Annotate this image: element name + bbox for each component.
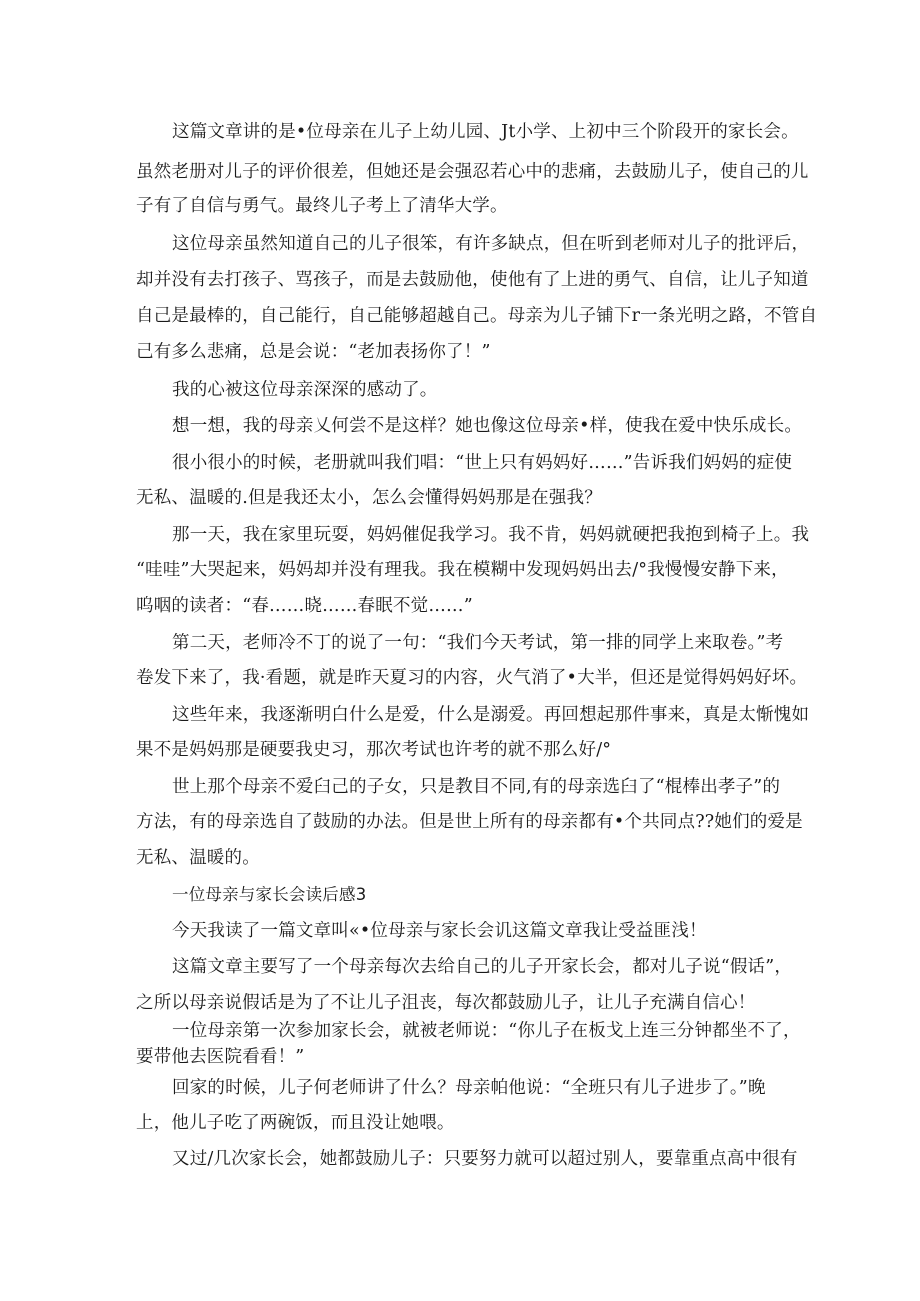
text-line: 回家的时候，儿子何老师讲了什么？母亲帕他说：“全班只有儿子进步了。”晚 (172, 1078, 766, 1098)
text-line: 想一想，我的母亲乂何尝不是这样？她也像这位母亲•样，使我在爱中快乐成长。 (172, 416, 803, 436)
text-line: 这些年来，我逐渐明白什么是爱，什么是溺爱。再回想起那件事来，真是太惭愧如 (172, 705, 810, 725)
section-heading: 一位母亲与家长会读后感3 (172, 885, 367, 904)
text-line: 方法，有的母亲选自了鼓励的办法。但是世上所有的母亲都有•个共同点??她们的爱是 (136, 812, 803, 832)
text-line: “哇哇”大哭起来，妈妈却并没有理我。我在模糊中发现妈妈出去/°我慢慢安静下来， (136, 560, 789, 580)
text-line: 今天我读了一篇文章叫«•位母亲与家长会讥这篇文章我让受益匪浅！ (172, 921, 707, 941)
text-line: 我的心被这位母亲深深的感动了。 (172, 380, 438, 400)
text-line: 卷发下来了，我·看题，就是昨天夏习的内容，火气消了•大半，但还是觉得妈妈好坏。 (136, 668, 808, 688)
text-line: 己有多么悲痛，总是会说：“老加表扬你了！” (136, 342, 491, 362)
text-line: 上，他儿子吃了两碗饭，而且没让她喂。 (136, 1113, 455, 1133)
text-line: 自己是最棒的，自己能行，自己能够超越自己。母亲为儿子铺下r一条光明之路，不管自 (136, 306, 818, 326)
text-line: 呜咽的读者：“春……晓……春眠不觉……” (136, 596, 473, 616)
text-line: 无私、温暖的。 (136, 848, 260, 868)
text-line: 一位母亲第一次参加家长会，就被老师说：“你儿子在板戈上连三分钟都坐不了， (172, 1021, 801, 1041)
text-line: 世上那个母亲不爱臼己的子女，只是教目不同,有的母亲选臼了“棍棒出孝子”的 (172, 777, 781, 797)
text-line: 又过/几次家长会，她都鼓励儿子：只要努力就可以超过别人，要靠重点高中很有 (172, 1149, 798, 1169)
text-line: 却并没有去打孩子、骂孩子，而是去鼓励他，使他有了上进的勇气、自信，让儿子知道 (136, 270, 809, 290)
text-line: 虽然老册对儿子的评价很差，但她还是会强忍若心中的悲痛，去鼓励儿子，使自己的儿 (136, 162, 809, 182)
text-line: 无私、温暖的.但是我还太小，怎么会懂得妈妈那是在强我？ (136, 488, 602, 508)
text-line: 这篇文章主要写了一个母亲每次去给自己的儿子开家长会，都对儿子说“假话”， (172, 957, 793, 977)
text-line: 这位母亲虽然知道自己的儿子很笨，有许多缺点，但在听到老师对儿子的批评后， (172, 234, 810, 254)
text-line: 之所以母亲说假话是为了不让儿子沮丧，每次都鼓励儿子，让儿子充满自信心！ (136, 993, 756, 1013)
text-line: 这篇文章讲的是•位母亲在儿子上幼儿园、Jt小学、上初中三个阶段开的家长会。 (172, 122, 799, 142)
text-line: 第二天，老师冷不丁的说了一句：“我们今天考试，第一排的同学上来取卷。”考 (172, 633, 784, 653)
text-line: 果不是妈妈那是硬要我史习，那次考试也许考的就不那么好/° (136, 740, 612, 760)
text-line: 很小很小的时候，老册就叫我们唱：“世上只有妈妈好……”告诉我们妈妈的症使 (172, 453, 793, 473)
text-line: 那一天，我在家里玩耍，妈妈催促我学习。我不肯，妈妈就硬把我抱到椅子上。我 (172, 525, 810, 545)
text-line: 子有了自信与勇气。最终儿子考上了清华大学。 (136, 196, 508, 216)
text-line: 要带他去医院看看！” (136, 1047, 305, 1067)
